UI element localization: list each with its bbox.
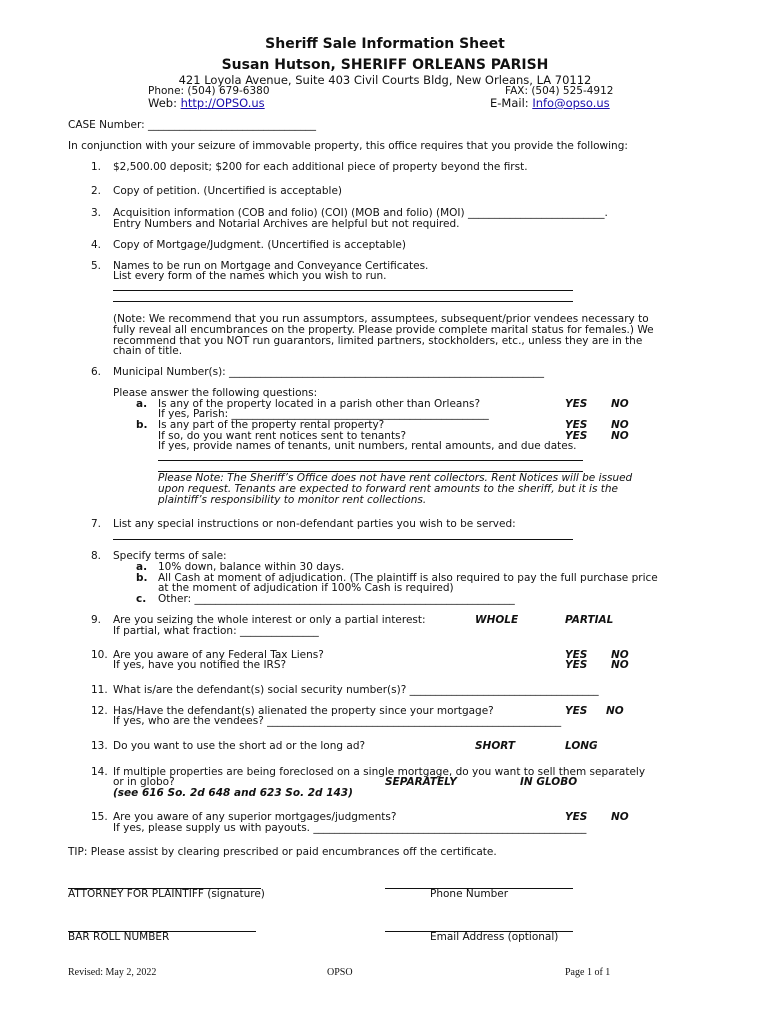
yes-option[interactable]: YES [565, 705, 588, 717]
no-option[interactable]: NO [611, 398, 629, 410]
item-4-text: Copy of Mortgage/Judgment. (Uncertified is acceptable) [113, 239, 406, 251]
separately-option[interactable]: SEPARATELY [385, 776, 457, 788]
ssn-field[interactable]: What is/are the defendant(s) social security number(s)? ____________________________________ [113, 684, 599, 696]
yes-option[interactable]: YES [565, 649, 588, 661]
yes-option[interactable]: YES [565, 398, 588, 410]
item-14-line2: or in globo? [113, 776, 175, 788]
payouts-field[interactable]: If yes, please supply us with payouts. ____________________________________________________ [113, 822, 587, 834]
tip-text: TIP: Please assist by clearing prescribed or paid encumbrances off the certificate. [68, 846, 497, 858]
terms-option-c[interactable]: Other: _____________________________________________________________ [158, 593, 515, 605]
sub-label: a. [136, 398, 148, 410]
question-6b-sub: If so, do you want rent notices sent to tenants? [158, 430, 407, 442]
office-email: E-Mail: Info@opso.us [490, 96, 610, 110]
no-option[interactable]: NO [611, 649, 629, 661]
office-address: 421 Loyola Avenue, Suite 403 Civil Courts Bldg, New Orleans, LA 70112 [178, 73, 592, 87]
item-number: 7. [91, 518, 102, 530]
item-5-note: fully reveal all encumbrances on the property. Please provide complete marital status for females.) We [113, 324, 654, 336]
item-number: 4. [91, 239, 102, 251]
questions-intro: Please answer the following questions: [113, 387, 318, 399]
item-10-line2: If yes, have you notified the IRS? [113, 659, 287, 671]
sub-label: c. [136, 593, 147, 605]
vendees-field[interactable]: If yes, who are the vendees? ________________________________________________________ [113, 715, 562, 727]
item-number: 2. [91, 185, 102, 197]
item-5-note: chain of title. [113, 345, 183, 357]
sub-label: b. [136, 419, 148, 431]
rent-note: plaintiff’s responsibility to monitor rent collections. [158, 494, 427, 506]
phone-number-label: Phone Number [430, 888, 509, 900]
intro-text: In conjunction with your seizure of immovable property, this office requires that you provide the following: [68, 140, 628, 152]
case-number-field[interactable]: CASE Number: ________________________________ [68, 119, 317, 131]
office-phone: Phone: (504) 679-6380 [148, 85, 270, 97]
page-title: Sheriff Sale Information Sheet [265, 36, 505, 52]
item-number: 8. [91, 550, 102, 562]
item-5-line1: Names to be run on Mortgage and Conveyance Certificates. [113, 260, 429, 272]
item-9-line1: Are you seizing the whole interest or only a partial interest: [113, 614, 426, 626]
item-number: 12. [91, 705, 108, 717]
yes-option[interactable]: YES [565, 811, 588, 823]
tenants-blank-line[interactable] [158, 460, 583, 461]
web-link[interactable]: http://OPSO.us [180, 96, 265, 110]
rent-note: Please Note: The Sheriff’s Office does not have rent collectors. Rent Notices will be issued [158, 472, 633, 484]
bar-roll-label: BAR ROLL NUMBER [68, 931, 170, 943]
item-12-line1: Has/Have the defendant(s) alienated the property since your mortgage? [113, 705, 494, 717]
item-5-line2: List every form of the names which you wish to run. [113, 270, 387, 282]
item-5-note: (Note: We recommend that you run assumptors, assumptees, subsequent/prior vendees necessary to [113, 313, 649, 325]
footer-center: OPSO [327, 967, 353, 978]
item-number: 15. [91, 811, 108, 823]
names-blank-line[interactable] [113, 290, 573, 291]
item-number: 9. [91, 614, 102, 626]
terms-option-a[interactable]: 10% down, balance within 30 days. [158, 561, 345, 573]
long-ad-option[interactable]: LONG [565, 740, 598, 752]
parish-field[interactable]: If yes, Parish: _________________________________________________ [158, 408, 489, 420]
no-option[interactable]: NO [611, 659, 629, 671]
no-option[interactable]: NO [611, 430, 629, 442]
page-number: Page 1 of 1 [565, 967, 611, 978]
item-number: 1. [91, 161, 102, 173]
office-fax: FAX: (504) 525-4912 [505, 85, 614, 97]
yes-option[interactable]: YES [565, 659, 588, 671]
short-ad-option[interactable]: SHORT [475, 740, 516, 752]
in-globo-option[interactable]: IN GLOBO [520, 776, 578, 788]
item-13-text: Do you want to use the short ad or the long ad? [113, 740, 366, 752]
item-3-line1[interactable]: Acquisition information (COB and folio) (COI) (MOB and folio) (MOI) __________________________. [113, 207, 608, 219]
item-number: 3. [91, 207, 102, 219]
yes-option[interactable]: YES [565, 430, 588, 442]
rent-note: upon request. Tenants are expected to forward rent amounts to the sheriff, but it is the [158, 483, 618, 495]
names-blank-line[interactable] [113, 301, 573, 302]
email-address-label: Email Address (optional) [430, 931, 559, 943]
instructions-blank-line[interactable] [113, 539, 573, 540]
item-10-line1: Are you aware of any Federal Tax Liens? [113, 649, 324, 661]
item-5-note: recommend that you NOT run guarantors, limited partners, stockholders, etc., unless they are in the [113, 335, 643, 347]
item-3-line2: Entry Numbers and Notarial Archives are helpful but not required. [113, 218, 460, 230]
sub-label: b. [136, 572, 148, 584]
item-1-text: $2,500.00 deposit; $200 for each additional piece of property beyond the first. [113, 161, 528, 173]
item-8-text: Specify terms of sale: [113, 550, 227, 562]
question-6b: Is any part of the property rental property? [158, 419, 385, 431]
no-option[interactable]: NO [611, 811, 629, 823]
partial-option[interactable]: PARTIAL [565, 614, 614, 626]
revised-date: Revised: May 2, 2022 [68, 967, 157, 978]
item-2-text: Copy of petition. (Uncertified is acceptable) [113, 185, 342, 197]
sub-label: a. [136, 561, 148, 573]
item-15-line1: Are you aware of any superior mortgages/judgments? [113, 811, 397, 823]
fraction-field[interactable]: If partial, what fraction: _______________ [113, 625, 319, 637]
item-number: 5. [91, 260, 102, 272]
question-6a: Is any of the property located in a parish other than Orleans? [158, 398, 481, 410]
municipal-number-field[interactable]: Municipal Number(s): ____________________________________________________________ [113, 366, 545, 378]
item-14-line1: If multiple properties are being foreclosed on a single mortgage, do you want to sell them separately [113, 766, 646, 778]
question-6b-sub2: If yes, provide names of tenants, unit numbers, rental amounts, and due dates. [158, 440, 577, 452]
terms-option-b-cont: at the moment of adjudication if 100% Cash is required) [158, 582, 454, 594]
page-subtitle: Susan Hutson, SHERIFF ORLEANS PARISH [221, 57, 549, 73]
terms-option-b[interactable]: All Cash at moment of adjudication. (The plaintiff is also required to pay the full purchase price [158, 572, 658, 584]
item-number: 14. [91, 766, 108, 778]
no-option[interactable]: NO [606, 705, 624, 717]
item-number: 10. [91, 649, 108, 661]
email-link[interactable]: Info@opso.us [532, 96, 610, 110]
yes-option[interactable]: YES [565, 419, 588, 431]
case-reference: (see 616 So. 2d 648 and 623 So. 2d 143) [113, 787, 353, 799]
office-web: Web: http://OPSO.us [148, 96, 265, 110]
attorney-signature-label: ATTORNEY FOR PLAINTIFF (signature) [68, 888, 265, 900]
whole-option[interactable]: WHOLE [475, 614, 519, 626]
item-number: 6. [91, 366, 102, 378]
item-number: 13. [91, 740, 108, 752]
item-7-text: List any special instructions or non-defendant parties you wish to be served: [113, 518, 516, 530]
item-number: 11. [91, 684, 108, 696]
no-option[interactable]: NO [611, 419, 629, 431]
